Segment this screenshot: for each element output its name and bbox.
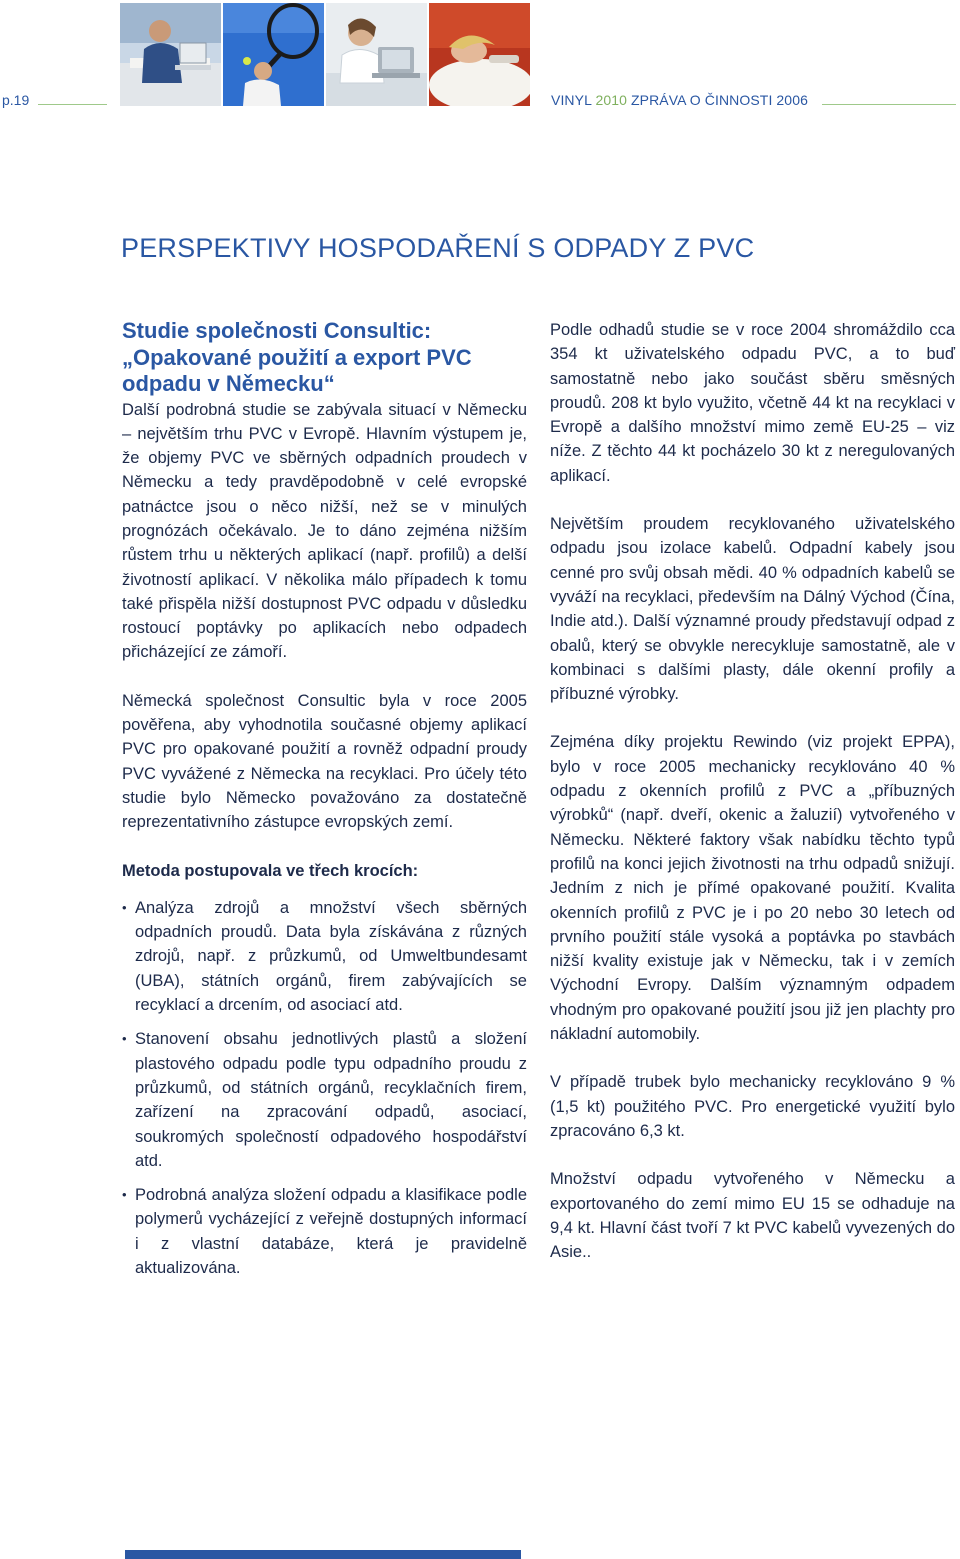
list-item: • Analýza zdrojů a množství všech sběrných odpadních proudů. Data byla získávána z různých zdrojů, např. z průzkumů, od Umweltbundesamt (UBA), státních orgánů, firem zabývajících se recyklací a drcením, od asociací atd.	[122, 896, 527, 1017]
running-head-suffix: ZPRÁVA O ČINNOSTI 2006	[626, 92, 808, 108]
study-heading-line: odpadu v Německu“	[122, 371, 335, 396]
woman-with-laptop-photo	[326, 3, 427, 106]
list-item: • Podrobná analýza složení odpadu a klasifikace podle polymerů vycházející z veřejně dostupných informací i z vlastní databáze, která je pravidelně aktualizována.	[122, 1183, 527, 1280]
paragraph-pipes: V případě trubek bylo mechanicky recyklováno 9 % (1,5 kt) použitého PVC. Pro energetické využití bylo zpracováno 6,3 kt.	[550, 1073, 955, 1140]
running-head-prefix: VINYL	[551, 92, 596, 108]
page-number: p.19	[2, 92, 30, 108]
study-heading-line: Studie společnosti Consultic:	[122, 318, 432, 343]
running-head-year: 2010	[595, 92, 627, 108]
study-paragraph-intro: Další podrobná studie se zabývala situací v Německu – největším trhu PVC v Evropě. Hlavním výstupem je, že objemy PVC ve sběrných odpadních proudech v Německu a tedy pravděpodobně v celé evropské patnáctce jsou o něco nižší, než se v minulých prognózách očekávalo. Je to dáno zejména nižším růstem trhu u některých aplikací (např. profilů) a delší životností aplikací. V několika málo případech k tomu také přispěla nižší dostupnost PVC odpadu v důsledku rostoucí poptávky po aplikacích nebo odpadech přicházející ze zámoří.	[122, 400, 527, 662]
study-heading-line: „Opakované použití a export PVC	[122, 344, 472, 370]
header-rule-right	[822, 104, 956, 105]
header-photo-strip	[120, 3, 530, 106]
header-rule-left	[38, 104, 107, 105]
left-column	[122, 318, 527, 1280]
page-title: PERSPEKTIVY HOSPODAŘENÍ S ODPADY Z PVC	[121, 233, 755, 263]
method-steps-list	[122, 896, 527, 1280]
footer-bar	[125, 1550, 521, 1559]
list-item: • Stanovení obsahu jednotlivých plastů a složení plastového odpadu podle typu odpadního proudu z průzkumů, od státních orgánů, recyklačních firem, zařízení na zpracování odpadů, asociací, soukromých společností odpadového hospodářství atd.	[122, 1027, 527, 1173]
paragraph-cable-insulation: Největším proudem recyklovaného uživatelského odpadu jsou izolace kabelů. Odpadní kabely jsou cenné pro svůj obsah mědi. 40 % odpadních kabelů se vyváží na recyklaci, především na Dálný Východ (Čína, Indie atd.). Další významné proudy představují odpad z obalů, který se obvykle nerecykluje samostatně, ale v kombinaci s dalšími plasty, dále okenní profily a příbuzné výrobky.	[550, 515, 955, 704]
woman-on-pillow-photo	[429, 3, 530, 106]
right-column	[550, 318, 955, 1264]
paragraph-export: Množství odpadu vytvořeného v Německu a exportovaného do zemí mimo EU 15 se odhaduje na 9,4 kt. Hlavní část tvoří 7 kt PVC kabelů vyvezených do Asie..	[550, 1170, 955, 1262]
study-paragraph-consultic: Německá společnost Consultic byla v roce 2005 pověřena, aby vyhodnotila současné objemy aplikací PVC pro opakované použití a rovněž odpadní proudy PVC vyvážené z Německa na recyklaci. Pro účely této studie bylo Německo považováno za dostatečně reprezentativního zástupce evropských zemí.	[122, 691, 527, 832]
study-heading	[122, 318, 527, 398]
running-head	[551, 92, 808, 108]
tennis-player-photo	[223, 3, 324, 106]
paragraph-collection-estimate: Podle odhadů studie se v roce 2004 shromáždilo cca 354 kt uživatelského odpadu PVC, a to buď samostatně nebo jako součást sběru směsných proudů. 208 kt bylo využito, včetně 44 kt na recyklaci v Evropě a dalšího množství mimo země EU-25 – viz níže. Z těchto 44 kt pocházelo 30 kt z neregulovaných aplikací.	[550, 321, 955, 485]
method-heading: Metoda postupovala ve třech krocích:	[122, 861, 419, 880]
man-at-desk-photo	[120, 3, 221, 106]
paragraph-window-profiles: Zejména díky projektu Rewindo (viz projekt EPPA), bylo v roce 2005 mechanicky recyklováno 40 % odpadu z okenních profilů z PVC a „příbuzných výrobků“ (např. dveří, okenic a žaluzií) vytvořeného v Německu. Některé faktory však nabídku těchto typů profilů na konci jejich životnosti na trhu odpadů snižují. Jedním z nich je přímé opakované použití. Kvalita okenních profilů z PVC je i po 20 nebo 30 letech od prvního použití stále vysoká a poptávka po stavbách nižší kvality existuje jak v Německu, tak i v zemích Východní Evropy. Dalším významným odpadem vhodným pro opakované použití jsou již jen plachty pro nákladní automobily.	[550, 733, 955, 1044]
